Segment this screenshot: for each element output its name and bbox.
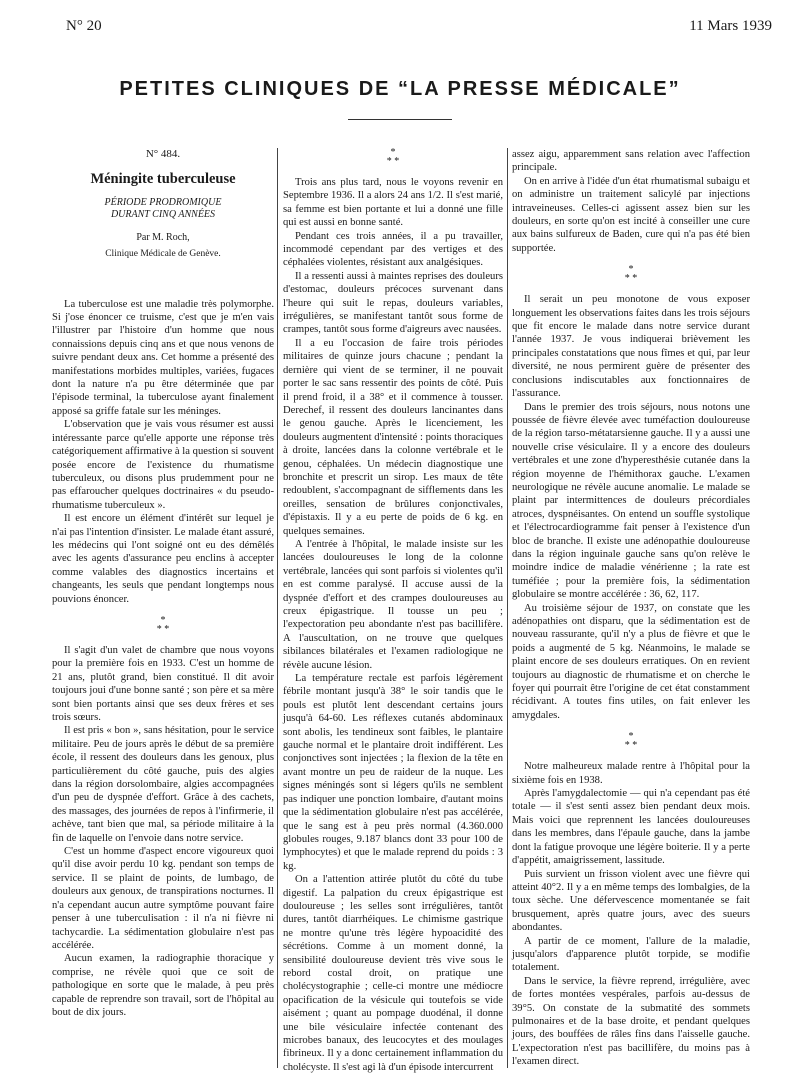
paragraph: Il s'agit d'un valet de chambre que nous voyons pour la première fois en 1933. C'est un homme de 21 ans, plutôt grand, bien constitué. Il dit avoir toujours joui d'une bonne santé ; son père et sa mère sont bien portants ainsi que ses deux frères et ses trois sœurs.	[52, 644, 274, 723]
column-3	[512, 148, 750, 1069]
section-ornament: * * *	[156, 614, 170, 635]
section-ornament: * * *	[624, 264, 638, 285]
paragraph: On a l'attention attirée plutôt du côté du tube digestif. La palpation du creux épigastrique est douloureuse ; les selles sont irrégulières, tantôt dures, tantôt diarrhéiques. Le chimisme gastrique ne montre qu'une très légère hypoacidité des sécrétions. Comme à un moment donné, la sensibilité douloureuse devient très vive sous le rebord costal droit, on pratique une cholécystographie ; celle-ci montre une médiocre opacification de la vésicule qui toutefois se vide aisément ; quant au pompage duodénal, il donne une bile vésiculaire infectée contenant des microbes banaux, des leucocytes et des moulages fibrineux. Il y a donc certainement inflammation du cholécyste. Il s'est agi là d'un épisode intercurrent	[283, 874, 503, 1073]
article-subtitle-2: DURANT CINQ ANNÉES	[110, 208, 216, 220]
column-divider	[507, 148, 508, 1068]
paragraph: On en arrive à l'idée d'un état rhumatismal subaigu et on administre un traitement salicylé par injections intraveineuses. Celles-ci agissent assez bien sur les douleurs, en sorte qu'on est incité à conseiller une cure aux bains sulfureux de Baden, cure qui n'a pas été bien supportée.	[512, 175, 750, 254]
article-number: N° 484.	[145, 148, 181, 160]
masthead-title: PETITES CLINIQUES DE “LA PRESSE MÉDICALE”	[119, 78, 681, 100]
paragraph: assez aigu, apparemment sans relation avec l'affection principale.	[512, 149, 750, 174]
paragraph: Dans le service, la fièvre reprend, irrégulière, avec de fortes montées vespérales, parfois au-dessus de 39°5. On constate de la submatité des sommets pulmonaires et de la base droite, et pendant quelques jours, des bouffées de râles fins dans l'aisselle gauche. L'expectoration n'est pas bacillifère, du moins pas à l'examen direct.	[512, 975, 750, 1068]
paragraph: La tuberculose est une maladie très polymorphe. Si j'ose énoncer ce truisme, c'est que je m'en vais l'illustrer par l'histoire d'un homme que nous connaissions depuis cinq ans et que nous venons de suivre pendant deux ans. Cet homme a présenté des manifestations morbides multiples, variées, fugaces dont la nature n'a pu être déterminée que par l'épisode terminal, la tuberculose ayant finalement apposé sa griffe fatale sur les méninges.	[52, 298, 274, 417]
masthead-rule	[348, 119, 452, 120]
paragraph: Puis survient un frisson violent avec une fièvre qui atteint 40°2. Il y a en même temps des lombalgies, de la toux sèche. Une défervescence momentanée se fait brusquement, après quatre jours, avec des sueurs abondantes.	[512, 868, 750, 934]
paragraph: Après l'amygdalectomie — qui n'a cependant pas été totale — il s'est senti assez bien pendant deux mois. Mais voici que reprennent les lancées douloureuses dans les membres, dans l'épaule gauche, dans la jambe dont la fatigue provoque une légère boiterie. Il y a perte d'appétit, amaigrissement, lassitude.	[512, 788, 750, 867]
paragraph: La température rectale est parfois légèrement fébrile montant jusqu'à 38° le soir tandis que le pouls est plutôt lent descendant certains jours jusqu'à 64-60. Les réflexes cutanés abdominaux sont abolis, les tendineux sont faibles, le plantaire gauche normal et le plantaire droit indifférent. Les conjonctives sont injectées ; la flexion de la tête en avant montre un peu de raideur de la nuque. Les signes méningés sont si légers qu'ils ne semblent pas indiquer une ponction lombaire, d'autant moins que la sédimentation globulaire n'est pas accélérée, que le sang est à peu près normal (4.360.000 globules rouges, 9.187 blancs dont 33 pour 100 de lymphocytes) et que le malade reprend du poids : 3 kg.	[283, 673, 503, 872]
paragraph: A l'entrée à l'hôpital, le malade insiste sur les lancées douloureuses le long de la colonne vertébrale, lancées qui sont parfois si violentes qu'il en est comme paralysé. Il accuse aussi de la dyspnée d'effort et des crampes douloureuses au creux épigastrique. Il tousse un peu ; l'expectoration peu abondante n'est pas bacillifère. A l'auscultation, on ne trouve que quelques sibilances bilatérales et l'examen radiologique ne révèle aucune lésion.	[283, 538, 503, 671]
paragraph: Notre malheureux malade rentre à l'hôpital pour la sixième fois en 1938.	[512, 761, 750, 786]
article-title: Méningite tuberculeuse	[90, 171, 236, 188]
paragraph: Trois ans plus tard, nous le voyons revenir en Septembre 1936. Il a alors 24 ans 1/2. Il s'est marié, sa femme est bien portante et lui a donné une fille qui est aussi en bonne santé.	[283, 177, 503, 229]
paragraph: C'est un homme d'aspect encore vigoureux quoi qu'il dise avoir perdu 10 kg. pendant son temps de service. Il se plaint de points, de lumbago, de douleurs aux genoux, de transpirations nocturnes. Il n'a cependant aucun autre symptôme pouvant faire penser à une tuberculisation : il n'a ni fièvre ni tachycardie. La sédimentation globulaire n'est pas accélérée.	[52, 846, 274, 951]
paragraph: Aucun examen, la radiographie thoracique y comprise, ne révèle quoi que ce soit de pathologique en sorte que le malade, à peu près capable de reprendre son travail, sort de l'hôpital au bout de dix jours.	[52, 953, 274, 1018]
paragraph: Au troisième séjour de 1937, on constate que les adénopathies ont disparu, que la sédimentation est de nouveau rassurante, qu'il n'y a plus de fièvre et que le poids a augmenté de 5 kg. Néanmoins, le malade se plaint encore de ses douleurs erratiques. On en revient toujours au diagnostic de rhumatisme et on cherche le foyer qui pourrait être l'origine de cet état constamment récidivant. A toutes fins utiles, on fait enlever les amygdales.	[512, 602, 750, 721]
article-subtitle-1: PÉRIODE PRODROMIQUE	[104, 196, 222, 208]
section-ornament: * * *	[624, 731, 638, 752]
article-affiliation: Clinique Médicale de Genève.	[105, 249, 221, 260]
column-1	[52, 148, 274, 1019]
article-author: Par M. Roch,	[136, 231, 190, 243]
paragraph: Il est pris « bon », sans hésitation, pour le service militaire. Peu de jours après le début de sa première école, il ressent des douleurs dans les genoux, plus particulièrement du côté gauche, puis des algies dans la région dorsolombaire, algies accompagnées d'un peu de dyspnée d'effort. Grâce à des cachets, des massages, des journées de repos à l'infirmerie, il achève, tant bien que mal, sa période militaire à la fin de laquelle on l'envoie dans notre service.	[52, 725, 274, 844]
paragraph: A partir de ce moment, l'allure de la maladie, jusqu'alors d'apparence plutôt torpide, se modifie totalement.	[512, 935, 750, 974]
paragraph: Pendant ces trois années, il a pu travailler, incommodé cependant par des vertiges et des céphalées violentes, résistant aux analgésiques.	[283, 230, 503, 269]
section-ornament: * * *	[386, 147, 400, 167]
paragraph: Il a ressenti aussi à maintes reprises des douleurs d'estomac, douleurs précoces survenant dans l'heure qui suit le repas, douleurs variables, irrégulières, se manifestant tantôt sous forme de crampes, tantôt sous forme d'aigreurs avec nausées.	[283, 270, 503, 336]
issue-date: 11 Mars 1939	[689, 18, 772, 34]
paragraph: Il serait un peu monotone de vous exposer longuement les observations faites dans les trois séjours que fit encore le malade dans notre service durant l'année 1937. Je vous indiquerai brièvement les principales constatations que nous fîmes et qui, par leur diversité, ne nous permirent guère de présenter des conclusions indiscutables aux fonctionnaires de l'assurance.	[512, 294, 750, 400]
paragraph: Il a eu l'occasion de faire trois périodes militaires de quinze jours chacune ; pendant la dernière qui vient de se terminer, il ne pouvait porter le sac sans ressentir des points de côté. Puis il prend froid, il a 38° et il commence à tousser. Derechef, il ressent des douleurs lancinantes dans le genou gauche. Après le licenciement, les douleurs augmentent d'intensité : points thoraciques à droite, lancées dans la colonne vertébrale et le genou, céphalées. Un médecin diagnostique une bronchite et prescrit un sirop. Les maux de tête redoublent, s'accompagnant de sifflements dans les oreilles, sensation de brûlures conjonctivales, d'épistaxis. Il y a eu perte de poids de 6 kg. en quelques semaines.	[283, 337, 503, 537]
column-divider	[277, 148, 278, 1068]
paragraph: Dans le premier des trois séjours, nous notons une poussée de fièvre élevée avec tuméfaction douloureuse de la région tarso-métatarsienne gauche. Il y a aussi une nouvelle crise vésiculaire. Il y a encore des douleurs vertébrales et une zone d'hyperesthésie cutanée dans la région moyenne de l'hémithorax gauche. L'examen neurologique ne révèle aucune anomalie. Le malade se plaint par intermittences de douleurs précordiales atroces, dyspnéisantes. On entend un souffle systolique et l'électrocardiogramme fait penser à l'existence d'un bloc de branche. Il existe une adénopathie douloureuse dans la région inguinale gauche sans qu'on relève le moindre indice de maladie vénérienne ; la rate est tuméfiée ; pour la première fois, la sédimentation globulaire se montre accélérée : 36, 62, 117.	[512, 401, 750, 601]
column-2	[283, 148, 503, 1074]
paragraph: L'observation que je vais vous résumer est aussi intéressante parce qu'elle apporte une réponse très catégoriquement affirmative à la question si souvent posée encore de l'existence du rhumatisme tuberculeux, ou disons plus prudemment pour ne pas effaroucher quelques doctrinaires « du pseudo-rhumatisme tuberculeux ».	[52, 419, 274, 511]
paragraph: Il est encore un élément d'intérêt sur lequel je n'ai pas l'intention d'insister. Le malade étant assuré, les médecins qui l'ont soigné ont eu des démêlés avec les agents d'assurance peu enclins à accepter comme valables des diagnostics incertains et changeants, les seuls que pendant longtemps nous pouvions énoncer.	[52, 513, 274, 605]
issue-number: N° 20	[66, 18, 102, 34]
